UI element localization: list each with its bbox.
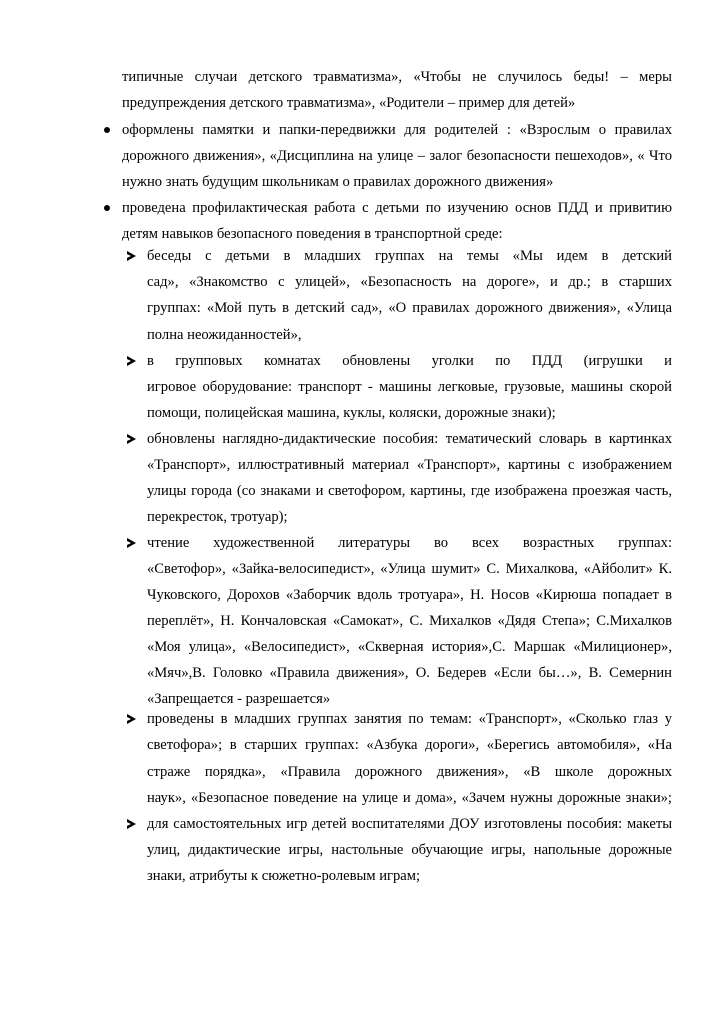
text-line: полна неожиданностей», — [147, 327, 302, 343]
arrow-bullet-icon — [127, 714, 136, 724]
text-line: улицы города (со знаками и светофором, картины, где изображена проезжая часть, — [147, 483, 672, 499]
text-line: помощи, полицейская машина, куклы, коляски, дорожные знаки); — [147, 405, 556, 421]
text-line: чтение художественной литературы во всех возрастных группах: — [147, 535, 672, 551]
text-line: проведены в младших группах занятия по темам: «Транспорт», «Сколько глаз у — [147, 711, 672, 727]
text-line: нужно знать будущим школьникам о правилах дорожного движения» — [122, 174, 554, 190]
text-line: «Моя улица», «Велосипедист», «Скверная история»,С. Маршак «Милиционер», — [147, 639, 672, 655]
text-line: страже порядка», «Правила дорожного движения», «В школе дорожных — [147, 764, 672, 780]
text-line: переплёт», Н. Кончаловская «Самокат», С. Михалков «Дядя Степа»; С.Михалков — [147, 613, 672, 629]
text-line: знаки, атрибуты к сюжетно-ролевым играм; — [147, 868, 421, 884]
text-line: для самостоятельных игр детей воспитателями ДОУ изготовлены пособия: макеты — [147, 816, 672, 832]
text-line: проведена профилактическая работа с детьми по изучению основ ПДД и привитию — [122, 200, 672, 216]
text-line: в групповых комнатах обновлены уголки по ПДД (игрушки и — [147, 353, 672, 369]
text-line: «Запрещается - разрешается» — [147, 691, 331, 707]
bullet-icon — [104, 127, 110, 133]
text-line: типичные случаи детского травматизма», «Чтобы не случилось беды! – меры — [122, 69, 672, 85]
arrow-bullet-icon — [127, 356, 136, 366]
text-line: перекресток, тротуар); — [147, 509, 288, 525]
text-line: оформлены памятки и папки-передвижки для родителей : «Взрослым о правилах — [122, 122, 672, 138]
text-line: беседы с детьми в младших группах на темы «Мы идем в детский — [147, 248, 672, 264]
text-line: предупреждения детского травматизма», «Родители – пример для детей» — [122, 95, 576, 111]
text-line: «Светофор», «Зайка-велосипедист», «Улица шумит» С. Михалкова, «Айболит» К. — [147, 561, 672, 577]
arrow-bullet-icon — [127, 434, 136, 444]
text-line: светофора»; в старших группах: «Азбука дороги», «Берегись автомобиля», «На — [147, 737, 672, 753]
text-line: сад», «Знакомство с улицей», «Безопасность на дороге», и др.; в старших — [147, 274, 672, 290]
bullet-icon — [104, 205, 110, 211]
text-line: обновлены наглядно-дидактические пособия: тематический словарь в картинках — [147, 431, 672, 447]
text-line: дорожного движения», «Дисциплина на улице – залог безопасности пешеходов», « Что — [122, 148, 672, 164]
arrow-bullet-icon — [127, 819, 136, 829]
text-line: Чуковского, Дорохов «Заборчик вдоль тротуара», Н. Носов «Кирюша попадает в — [147, 587, 672, 603]
arrow-bullet-icon — [127, 251, 136, 261]
text-line: «Транспорт», иллюстративный материал «Транспорт», картины с изображением — [147, 457, 672, 473]
arrow-bullet-icon — [127, 538, 136, 548]
text-line: детям навыков безопасного поведения в транспортной среде: — [122, 226, 503, 242]
text-line: «Мяч»,В. Головко «Правила движения», О. Бедерев «Если бы…», В. Семернин — [147, 665, 672, 681]
text-line: группах: «Мой путь в детский сад», «О правилах дорожного движения», «Улица — [147, 300, 672, 316]
text-line: игровое оборудование: транспорт - машины легковые, грузовые, машины скорой — [147, 379, 672, 395]
text-line: наук», «Безопасное поведение на улице и дома», «Зачем нужны дорожные знаки»; — [147, 790, 672, 806]
text-line: улиц, дидактические игры, настольные обучающие игры, напольные дорожные — [147, 842, 672, 858]
